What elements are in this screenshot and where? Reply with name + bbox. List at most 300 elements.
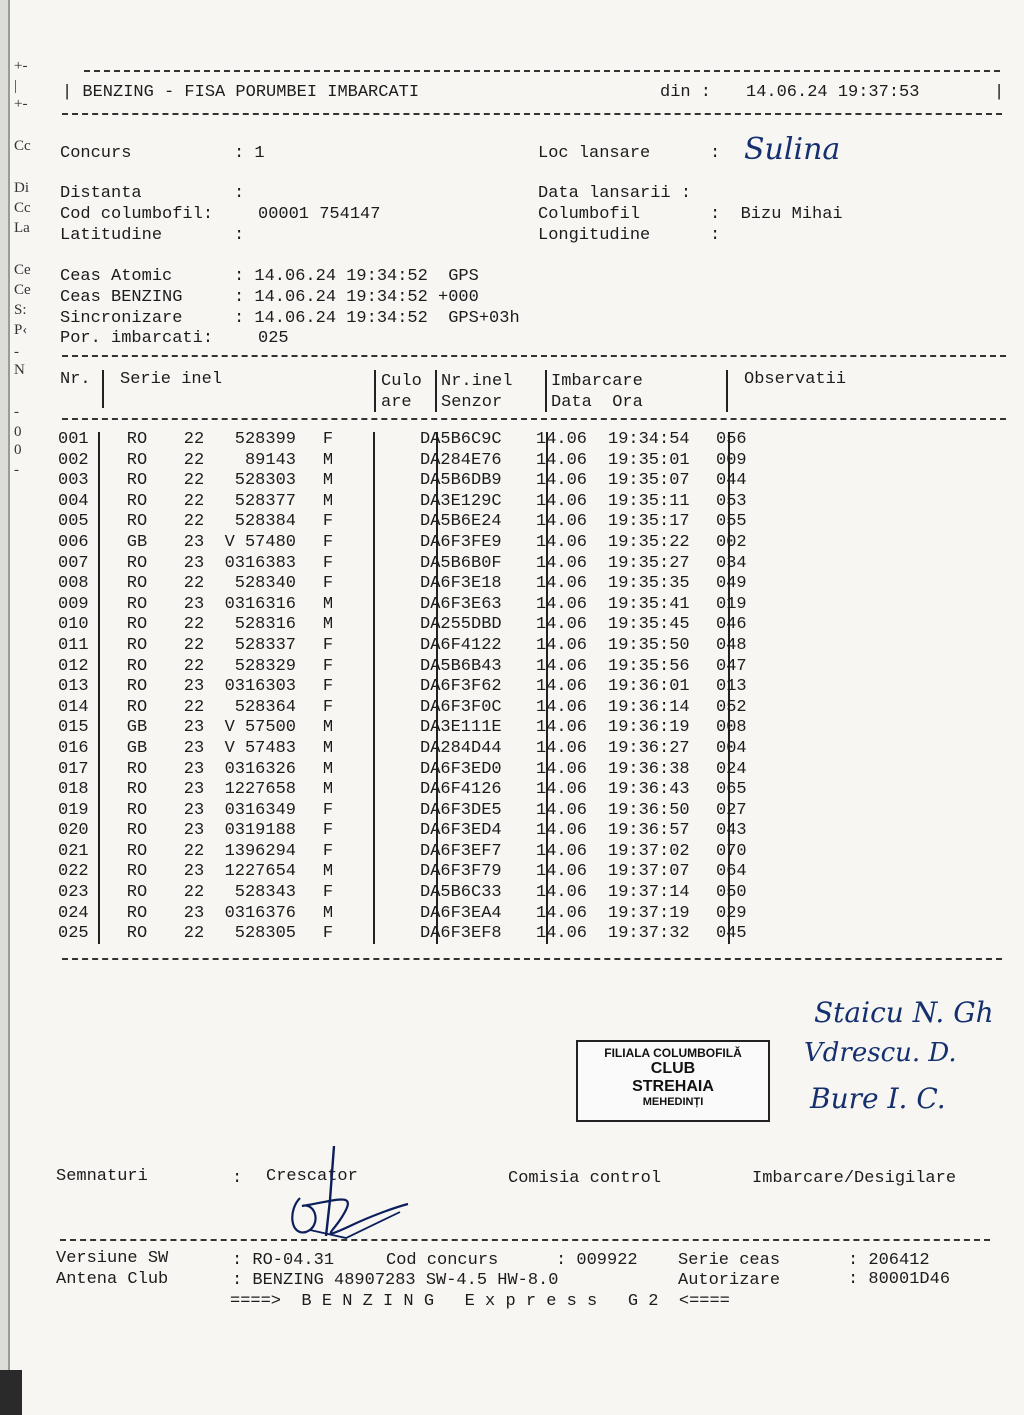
row-ring-number: 0316376 [224, 903, 296, 923]
row-sensor-id: DA6F3E63 [420, 594, 502, 614]
row-date: 14.06 [536, 780, 588, 800]
row-color [354, 904, 414, 925]
row-time: 19:36:43 [608, 780, 690, 800]
row-color [354, 801, 414, 822]
col-header-culoare-2: are [381, 393, 412, 412]
row-country: RO [126, 512, 148, 532]
margin-fragment: N [14, 362, 25, 378]
row-country: RO [126, 430, 148, 449]
row-color [354, 760, 414, 781]
row-time: 19:35:22 [608, 532, 690, 552]
row-time: 19:37:02 [608, 841, 690, 861]
row-number: 003 [58, 471, 89, 491]
commission-signature-1: Staicu N. Gh [814, 996, 994, 1029]
row-color [354, 451, 414, 472]
document-title: | BENZING - FISA PORUMBEI IMBARCATI [62, 83, 420, 102]
row-year: 23 [183, 677, 205, 697]
row-date: 14.06 [536, 635, 588, 655]
row-color [354, 883, 414, 904]
scan-edge [0, 0, 8, 1415]
comisia-label: Comisia control [508, 1169, 662, 1188]
row-color [354, 698, 414, 719]
row-time: 19:37:32 [608, 924, 690, 944]
row-country: RO [126, 635, 148, 655]
row-country: RO [126, 883, 148, 903]
row-observation: 004 [716, 738, 747, 758]
table-row [58, 657, 776, 678]
row-number: 019 [58, 800, 89, 820]
row-country: RO [126, 821, 148, 841]
table-row [58, 780, 776, 801]
table-row [58, 760, 776, 781]
antena-club-label: Antena Club [56, 1270, 169, 1289]
row-observation: 070 [716, 841, 747, 861]
row-observation: 050 [716, 883, 747, 903]
table-row [58, 904, 776, 925]
por-imbarcati-value: 025 [258, 329, 289, 348]
row-date: 14.06 [536, 574, 588, 594]
col-header-senzor: Senzor [441, 393, 503, 412]
row-sensor-id: DA6F3ED4 [420, 821, 502, 841]
row-year: 23 [183, 718, 205, 738]
row-time: 19:35:07 [608, 471, 690, 491]
margin-fragment: S: [14, 302, 27, 318]
data-lansarii-label: Data lansarii : [538, 184, 692, 203]
row-time: 19:37:14 [608, 883, 690, 903]
row-number: 006 [58, 532, 89, 552]
serie-ceas-value: : 206412 [848, 1251, 930, 1270]
row-country: RO [126, 862, 148, 882]
semnaturi-colon: : [232, 1169, 243, 1188]
row-ring-number: 1396294 [224, 841, 296, 861]
latitudine-label: Latitudine [60, 226, 163, 245]
row-sensor-id: DA6F3ED0 [420, 759, 502, 779]
row-country: RO [126, 615, 148, 635]
row-sex: F [322, 656, 334, 676]
row-sex: F [322, 677, 334, 697]
margin-fragment: La [14, 220, 30, 236]
table-row [58, 615, 776, 636]
row-sex: F [322, 924, 334, 944]
row-sex: F [322, 430, 334, 449]
row-observation: 053 [716, 491, 747, 511]
row-observation: 055 [716, 512, 747, 532]
footer-top-rule [60, 1239, 990, 1241]
header-bottom-rule [62, 113, 1002, 115]
row-sex: F [322, 821, 334, 841]
table-row [58, 718, 776, 739]
sincronizare-value: : 14.06.24 19:34:52 GPS+03h [234, 309, 520, 328]
row-year: 22 [183, 656, 205, 676]
semnaturi-label: Semnaturi [56, 1167, 148, 1186]
row-time: 19:36:57 [608, 821, 690, 841]
row-year: 22 [183, 883, 205, 903]
row-year: 22 [183, 574, 205, 594]
row-sensor-id: DA284E76 [420, 450, 502, 470]
row-time: 19:36:14 [608, 697, 690, 717]
columbofil-label: Columbofil [538, 205, 641, 224]
row-sex: M [322, 738, 334, 758]
row-color [354, 821, 414, 842]
row-sex: M [322, 903, 334, 923]
row-sensor-id: DA3E129C [420, 491, 502, 511]
row-time: 19:36:50 [608, 800, 690, 820]
row-color [354, 636, 414, 657]
row-number: 011 [58, 635, 89, 655]
row-date: 14.06 [536, 491, 588, 511]
scan-corner-shadow [0, 1370, 22, 1415]
row-ring-number: 89143 [244, 450, 296, 470]
table-row [58, 698, 776, 719]
table-row [58, 677, 776, 698]
row-sex: F [322, 841, 334, 861]
row-observation: 009 [716, 450, 747, 470]
row-number: 008 [58, 574, 89, 594]
row-number: 013 [58, 677, 89, 697]
row-year: 22 [183, 450, 205, 470]
row-number: 025 [58, 924, 89, 944]
row-sensor-id: DA3E111E [420, 718, 502, 738]
antena-club-value: : BENZING 48907283 SW-4.5 HW-8.0 [232, 1271, 559, 1290]
row-sex: F [322, 574, 334, 594]
row-observation: 024 [716, 759, 747, 779]
row-country: RO [126, 903, 148, 923]
margin-fragment: Ce [14, 282, 31, 298]
table-row [58, 801, 776, 822]
row-sex: M [322, 718, 334, 738]
row-number: 021 [58, 841, 89, 861]
stamp-line-4: MEHEDINȚI [642, 1096, 704, 1108]
row-number: 015 [58, 718, 89, 738]
row-date: 14.06 [536, 512, 588, 532]
row-ring-number: 0316326 [224, 759, 296, 779]
row-year: 23 [183, 594, 205, 614]
row-ring-number: 528399 [234, 430, 296, 449]
row-year: 22 [183, 471, 205, 491]
concurs-value: : 1 [234, 144, 265, 163]
row-observation: 064 [716, 862, 747, 882]
row-date: 14.06 [536, 615, 588, 635]
row-sex: F [322, 635, 334, 655]
table-header-rule [62, 418, 1006, 420]
row-sensor-id: DA284D44 [420, 738, 502, 758]
cod-columbofil-label: Cod columbofil: [60, 205, 214, 224]
row-sensor-id: DA6F3EF8 [420, 924, 502, 944]
table-row [58, 821, 776, 842]
stamp-line-1: FILIALA COLUMBOFILĂ [604, 1046, 742, 1060]
row-number: 005 [58, 512, 89, 532]
row-country: RO [126, 677, 148, 697]
margin-fragment: Di [14, 180, 29, 196]
ceas-atomic-value: : 14.06.24 19:34:52 GPS [234, 267, 479, 286]
row-color [354, 718, 414, 739]
row-year: 23 [183, 738, 205, 758]
cod-concurs-value: : 009922 [556, 1251, 638, 1270]
ceas-benzing-label: Ceas BENZING [60, 288, 183, 307]
row-number: 002 [58, 450, 89, 470]
row-ring-number: 528305 [234, 924, 296, 944]
row-date: 14.06 [536, 903, 588, 923]
row-year: 23 [183, 532, 205, 552]
row-time: 19:37:19 [608, 903, 690, 923]
row-date: 14.06 [536, 821, 588, 841]
row-number: 018 [58, 780, 89, 800]
row-date: 14.06 [536, 697, 588, 717]
row-country: RO [126, 553, 148, 573]
row-country: RO [126, 471, 148, 491]
row-color [354, 780, 414, 801]
row-sensor-id: DA5B6B0F [420, 553, 502, 573]
row-sensor-id: DA6F3FE9 [420, 532, 502, 552]
row-year: 22 [183, 430, 205, 449]
table-bottom-rule [62, 958, 1002, 960]
col-header-nr-inel: Nr.inel [441, 372, 513, 391]
row-observation: 065 [716, 780, 747, 800]
margin-fragment: Cc [14, 200, 31, 216]
row-sensor-id: DA5B6C9C [420, 430, 502, 449]
table-row [58, 512, 776, 533]
row-ring-number: V 57500 [224, 718, 296, 738]
row-time: 19:35:50 [608, 635, 690, 655]
row-ring-number: 0316316 [224, 594, 296, 614]
table-row [58, 492, 776, 513]
row-sensor-id: DA6F3F79 [420, 862, 502, 882]
margin-fragment: Ce [14, 262, 31, 278]
row-ring-number: 528337 [234, 635, 296, 655]
row-year: 22 [183, 635, 205, 655]
longitudine-label: Longitudine [538, 226, 651, 245]
row-time: 19:36:38 [608, 759, 690, 779]
margin-fragment: 0 [14, 442, 22, 458]
row-sensor-id: DA5B6E24 [420, 512, 502, 532]
crescator-label: Crescator [266, 1167, 358, 1186]
header-right-bar: | [994, 83, 1005, 102]
row-color [354, 677, 414, 698]
row-time: 19:35:01 [608, 450, 690, 470]
concurs-label: Concurs [60, 144, 132, 163]
row-sex: M [322, 759, 334, 779]
row-time: 19:36:27 [608, 738, 690, 758]
row-number: 012 [58, 656, 89, 676]
row-observation: 044 [716, 471, 747, 491]
loc-lansare-colon: : [710, 144, 721, 163]
row-observation: 049 [716, 574, 747, 594]
stamp-line-2: CLUB [650, 1060, 696, 1077]
row-observation: 043 [716, 821, 747, 841]
margin-fragment: P‹ [14, 322, 28, 338]
header-top-rule [84, 70, 1000, 72]
table-row [58, 883, 776, 904]
table-row [58, 574, 776, 595]
header-divider [435, 370, 437, 412]
row-observation: 013 [716, 677, 747, 697]
row-ring-number: 0316383 [224, 553, 296, 573]
row-country: RO [126, 594, 148, 614]
row-country: RO [126, 574, 148, 594]
row-color [354, 574, 414, 595]
distanta-value: : [234, 184, 245, 203]
row-observation: 045 [716, 924, 747, 944]
row-year: 22 [183, 924, 205, 944]
margin-fragment: | [14, 78, 18, 94]
autorizare-label: Autorizare [678, 1271, 781, 1290]
row-sensor-id: DA255DBD [420, 615, 502, 635]
row-ring-number: V 57480 [224, 532, 296, 552]
row-observation: 046 [716, 615, 747, 635]
sincronizare-label: Sincronizare [60, 309, 183, 328]
row-date: 14.06 [536, 430, 588, 449]
header-divider [102, 370, 104, 408]
table-row [58, 554, 776, 575]
row-number: 017 [58, 759, 89, 779]
row-sensor-id: DA5B6DB9 [420, 471, 502, 491]
row-sex: F [322, 512, 334, 532]
row-color [354, 430, 414, 451]
row-country: RO [126, 759, 148, 779]
table-row [58, 862, 776, 883]
row-ring-number: 528303 [234, 471, 296, 491]
row-date: 14.06 [536, 862, 588, 882]
row-date: 14.06 [536, 718, 588, 738]
row-sex: F [322, 532, 334, 552]
row-color [354, 924, 414, 945]
ceas-benzing-value: : 14.06.24 19:34:52 +000 [234, 288, 479, 307]
table-row [58, 451, 776, 472]
row-observation: 019 [716, 594, 747, 614]
table-row [58, 924, 776, 945]
row-color [354, 657, 414, 678]
row-year: 23 [183, 903, 205, 923]
header-datetime: 14.06.24 19:37:53 [746, 83, 920, 102]
breeder-signature-scribble [280, 1140, 420, 1250]
row-sex: M [322, 471, 334, 491]
row-sensor-id: DA6F3E18 [420, 574, 502, 594]
row-ring-number: 528340 [234, 574, 296, 594]
col-header-observatii: Observatii [744, 370, 847, 389]
row-date: 14.06 [536, 471, 588, 491]
row-observation: 029 [716, 903, 747, 923]
row-time: 19:35:35 [608, 574, 690, 594]
benzing-express-banner: ====> B E N Z I N G E x p r e s s G 2 <==== [230, 1292, 730, 1311]
row-number: 007 [58, 553, 89, 573]
margin-fragment: +- [14, 58, 28, 74]
col-header-imbarcare: Imbarcare [551, 372, 643, 391]
header-divider [545, 370, 547, 412]
distanta-label: Distanta [60, 184, 142, 203]
row-time: 19:36:19 [608, 718, 690, 738]
row-color [354, 471, 414, 492]
row-sex: F [322, 697, 334, 717]
row-number: 024 [58, 903, 89, 923]
row-ring-number: V 57483 [224, 738, 296, 758]
row-ring-number: 0316303 [224, 677, 296, 697]
row-year: 22 [183, 491, 205, 511]
row-color [354, 533, 414, 554]
row-ring-number: 528364 [234, 697, 296, 717]
row-country: RO [126, 841, 148, 861]
row-date: 14.06 [536, 656, 588, 676]
row-date: 14.06 [536, 841, 588, 861]
row-sensor-id: DA5B6C33 [420, 883, 502, 903]
ceas-atomic-label: Ceas Atomic [60, 267, 173, 286]
row-number: 020 [58, 821, 89, 841]
table-top-rule [62, 355, 1006, 357]
row-country: RO [126, 656, 148, 676]
row-sex: M [322, 594, 334, 614]
row-country: RO [126, 491, 148, 511]
row-sensor-id: DA6F3EA4 [420, 903, 502, 923]
scan-edge-line [8, 0, 10, 1415]
autorizare-value: : 80001D46 [848, 1270, 951, 1289]
row-color [354, 739, 414, 760]
table-row [58, 636, 776, 657]
margin-fragment: - [14, 344, 19, 360]
columbofil-value: : Bizu Mihai [710, 205, 843, 224]
row-year: 22 [183, 841, 205, 861]
row-year: 22 [183, 615, 205, 635]
row-color [354, 595, 414, 616]
row-ring-number: 0319188 [224, 821, 296, 841]
row-observation: 002 [716, 532, 747, 552]
pigeons-table [58, 430, 776, 945]
row-sensor-id: DA6F4126 [420, 780, 502, 800]
table-row [58, 739, 776, 760]
row-number: 023 [58, 883, 89, 903]
row-country: RO [126, 697, 148, 717]
row-observation: 027 [716, 800, 747, 820]
row-number: 010 [58, 615, 89, 635]
row-observation: 048 [716, 635, 747, 655]
row-color [354, 862, 414, 883]
row-ring-number: 1227654 [224, 862, 296, 882]
row-country: RO [126, 780, 148, 800]
row-year: 23 [183, 780, 205, 800]
loc-lansare-handwritten: Sulina [744, 132, 841, 167]
row-sex: F [322, 883, 334, 903]
row-sex: M [322, 780, 334, 800]
row-observation: 034 [716, 553, 747, 573]
row-date: 14.06 [536, 883, 588, 903]
table-row [58, 595, 776, 616]
row-year: 23 [183, 862, 205, 882]
col-header-data-ora: Data Ora [551, 393, 643, 412]
row-date: 14.06 [536, 677, 588, 697]
row-country: RO [126, 450, 148, 470]
row-color [354, 554, 414, 575]
col-header-nr: Nr. [60, 370, 91, 389]
por-imbarcati-label: Por. imbarcati: [60, 329, 214, 348]
row-date: 14.06 [536, 532, 588, 552]
row-sex: M [322, 450, 334, 470]
row-ring-number: 528384 [234, 512, 296, 532]
row-year: 23 [183, 800, 205, 820]
margin-fragment: Cc [14, 138, 31, 154]
cod-columbofil-value: 00001 754147 [258, 205, 381, 224]
row-country: GB [126, 718, 148, 738]
row-color [354, 492, 414, 513]
row-date: 14.06 [536, 450, 588, 470]
row-ring-number: 528377 [234, 491, 296, 511]
row-time: 19:35:17 [608, 512, 690, 532]
row-observation: 056 [716, 430, 747, 449]
header-din-label: din : [660, 83, 712, 102]
row-sex: F [322, 800, 334, 820]
row-date: 14.06 [536, 594, 588, 614]
row-color [354, 842, 414, 863]
row-sensor-id: DA6F4122 [420, 635, 502, 655]
row-number: 009 [58, 594, 89, 614]
margin-fragment: - [14, 462, 19, 478]
